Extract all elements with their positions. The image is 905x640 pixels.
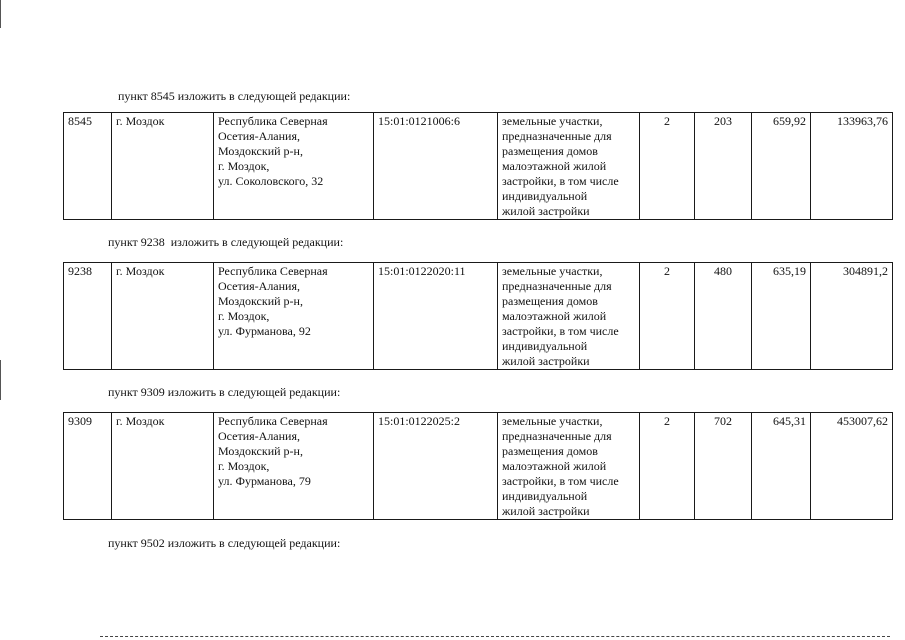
paragraph-item-9502: пункт 9502 изложить в следующей редакции: (108, 536, 341, 550)
category-line: индивидуальной (502, 489, 588, 503)
next-table-top-border (100, 636, 890, 638)
category-line: земельные участки, (502, 114, 603, 128)
category-line: земельные участки, (502, 414, 603, 428)
cell-land-category (498, 263, 640, 370)
paragraph-item-9238: пункт 9238 изложить в следующей редакции: (108, 235, 344, 249)
table-row (64, 413, 893, 520)
cell-city: г. Моздок (112, 413, 214, 520)
paragraph-item-8545: пункт 8545 изложить в следующей редакции: (118, 89, 351, 103)
cell-area: 203 (695, 113, 752, 220)
cell-value: 304891,2 (811, 263, 893, 370)
category-line: индивидуальной (502, 189, 588, 203)
cell-cadastral-number: 15:01:0122025:2 (374, 413, 498, 520)
cell-city: г. Моздок (112, 263, 214, 370)
category-line: предназначенные для (502, 279, 612, 293)
category-line: малоэтажной жилой (502, 309, 607, 323)
cell-rate: 659,92 (752, 113, 811, 220)
category-line: малоэтажной жилой (502, 159, 607, 173)
category-line: жилой застройки (502, 204, 590, 218)
cell-id: 9309 (64, 413, 112, 520)
address-line: ул. Фурманова, 92 (218, 324, 311, 338)
cell-address (214, 413, 374, 520)
cell-address (214, 263, 374, 370)
category-line: застройки, в том числе (502, 474, 619, 488)
category-line: застройки, в том числе (502, 324, 619, 338)
cell-rate: 635,19 (752, 263, 811, 370)
paragraph-item-9309: пункт 9309 изложить в следующей редакции: (108, 385, 341, 399)
category-line: земельные участки, (502, 264, 603, 278)
cell-rate: 645,31 (752, 413, 811, 520)
address-line: Осетия-Алания, (218, 429, 300, 443)
table-row (64, 263, 893, 370)
address-line: г. Моздок, (218, 309, 270, 323)
category-line: жилой застройки (502, 504, 590, 518)
address-line: г. Моздок, (218, 459, 270, 473)
address-line: Моздокский р-н, (218, 444, 303, 458)
cell-cadastral-number: 15:01:0121006:6 (374, 113, 498, 220)
category-line: размещения домов (502, 294, 598, 308)
category-line: жилой застройки (502, 354, 590, 368)
address-line: Осетия-Алания, (218, 129, 300, 143)
category-line: размещения домов (502, 144, 598, 158)
category-line: малоэтажной жилой (502, 459, 607, 473)
land-table-8545 (63, 112, 893, 220)
cell-area: 702 (695, 413, 752, 520)
cell-area: 480 (695, 263, 752, 370)
address-line: г. Моздок, (218, 159, 270, 173)
cell-code: 2 (640, 413, 695, 520)
address-line: ул. Соколовского, 32 (218, 174, 324, 188)
cell-code: 2 (640, 113, 695, 220)
address-line: Республика Северная (218, 414, 328, 428)
category-line: предназначенные для (502, 129, 612, 143)
cell-code: 2 (640, 263, 695, 370)
scan-edge-mark (0, 0, 1, 28)
cell-land-category (498, 413, 640, 520)
address-line: Осетия-Алания, (218, 279, 300, 293)
address-line: Моздокский р-н, (218, 144, 303, 158)
cell-value: 453007,62 (811, 413, 893, 520)
category-line: индивидуальной (502, 339, 588, 353)
address-line: Республика Северная (218, 264, 328, 278)
address-line: Моздокский р-н, (218, 294, 303, 308)
land-table-9309 (63, 412, 893, 520)
cell-city: г. Моздок (112, 113, 214, 220)
cell-id: 8545 (64, 113, 112, 220)
address-line: ул. Фурманова, 79 (218, 474, 311, 488)
scan-edge-mark (0, 360, 1, 400)
cell-id: 9238 (64, 263, 112, 370)
category-line: предназначенные для (502, 429, 612, 443)
address-line: Республика Северная (218, 114, 328, 128)
land-table-9238 (63, 262, 893, 370)
cell-land-category (498, 113, 640, 220)
category-line: размещения домов (502, 444, 598, 458)
category-line: застройки, в том числе (502, 174, 619, 188)
cell-address (214, 113, 374, 220)
cell-value: 133963,76 (811, 113, 893, 220)
cell-cadastral-number: 15:01:0122020:11 (374, 263, 498, 370)
table-row (64, 113, 893, 220)
